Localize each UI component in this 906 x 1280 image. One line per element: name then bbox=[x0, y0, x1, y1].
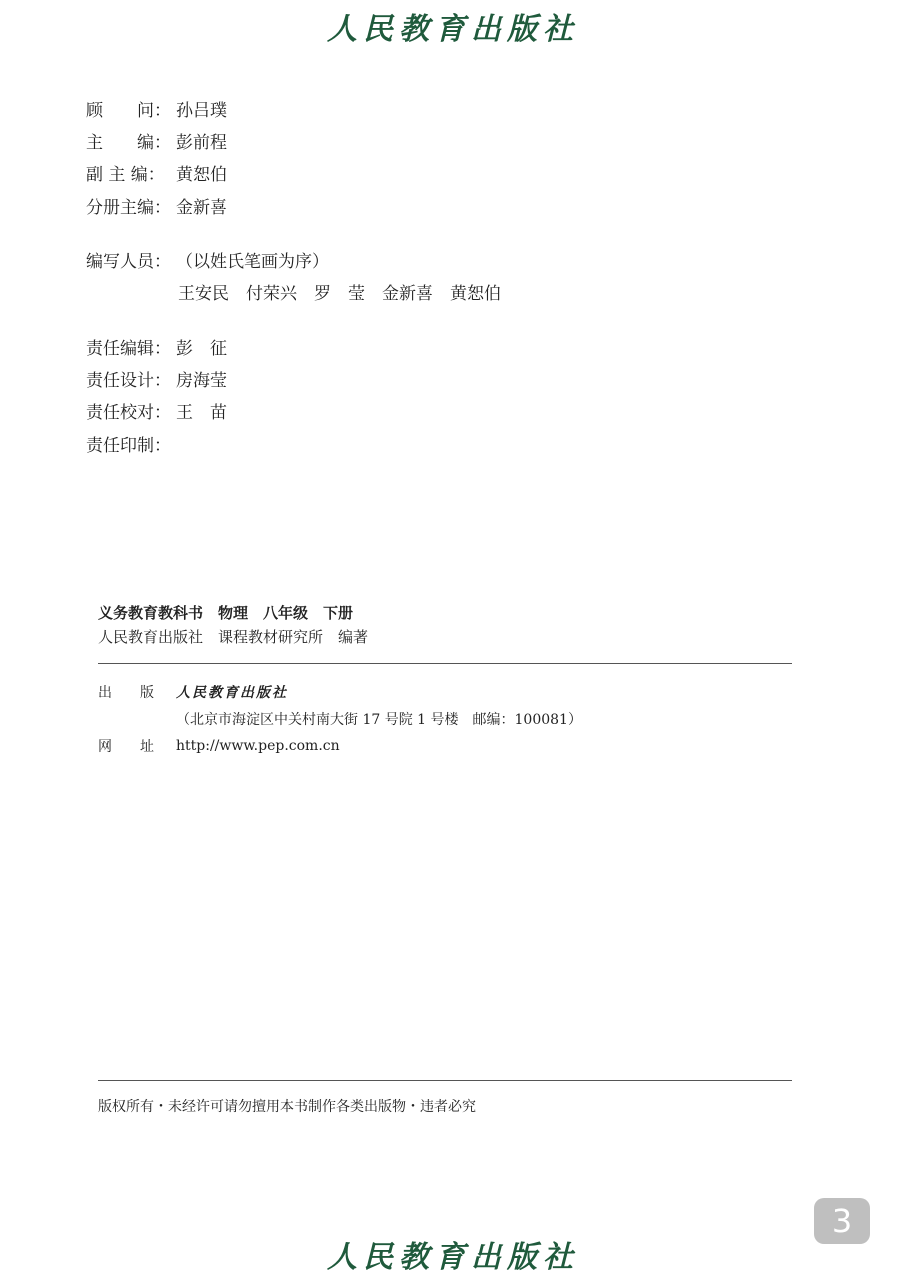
responsibility-role: 责任校对： bbox=[86, 403, 171, 424]
address-line bbox=[98, 705, 582, 732]
publisher-line bbox=[98, 678, 582, 705]
credit-name: 孙吕璞 bbox=[176, 100, 227, 121]
website-line bbox=[98, 732, 582, 759]
staff-role: 编写人员： bbox=[86, 252, 171, 273]
credits-block bbox=[86, 92, 501, 460]
responsibility-row bbox=[86, 362, 501, 394]
credit-name: 金新喜 bbox=[176, 197, 227, 218]
responsibility-role: 责任设计： bbox=[86, 371, 171, 392]
publisher-info bbox=[98, 678, 582, 759]
credit-row bbox=[86, 189, 501, 221]
responsibility-row bbox=[86, 330, 501, 362]
credit-name: 黄恕伯 bbox=[176, 165, 227, 186]
book-info bbox=[98, 602, 368, 650]
credit-role: 顾 问： bbox=[86, 100, 171, 121]
responsibility-row bbox=[86, 427, 501, 459]
credit-role: 副 主 编： bbox=[86, 165, 165, 186]
responsibility-role: 责任印制： bbox=[86, 435, 171, 456]
staff-header bbox=[86, 244, 501, 276]
staff-names: 王安民 付荣兴 罗 莹 金新喜 黄恕伯 bbox=[178, 284, 501, 305]
publisher-logo-top: 人民教育出版社 bbox=[327, 12, 579, 47]
staff-note: （以姓氏笔画为序） bbox=[176, 252, 329, 273]
credit-row bbox=[86, 157, 501, 189]
publisher-label: 出 版 bbox=[98, 684, 154, 701]
website-label: 网 址 bbox=[98, 738, 154, 755]
divider bbox=[98, 663, 792, 664]
credit-row bbox=[86, 92, 501, 124]
credit-role: 分册主编： bbox=[86, 197, 171, 218]
responsibility-role: 责任编辑： bbox=[86, 338, 171, 359]
book-editor: 人民教育出版社 课程教材研究所 编著 bbox=[98, 628, 369, 646]
credit-name: 彭前程 bbox=[176, 133, 227, 154]
publisher-name: 人民教育出版社 bbox=[176, 684, 288, 701]
publisher-logo-bottom: 人民教育出版社 bbox=[327, 1240, 579, 1275]
responsibility-name: 彭 征 bbox=[176, 338, 227, 359]
copyright-notice: 版权所有・未经许可请勿擅用本书制作各类出版物・违者必究 bbox=[98, 1099, 476, 1115]
website-link[interactable]: http://www.pep.com.cn bbox=[176, 737, 340, 754]
credit-row bbox=[86, 124, 501, 156]
responsibility-name: 王 苗 bbox=[176, 403, 227, 424]
responsibility-row bbox=[86, 395, 501, 427]
credit-role: 主 编： bbox=[86, 133, 171, 154]
page-number-badge: 3 bbox=[814, 1198, 870, 1244]
publisher-address: （北京市海淀区中关村南大街 17 号院 1 号楼 邮编：100081） bbox=[176, 711, 582, 728]
divider bbox=[98, 1080, 792, 1081]
responsibility-name: 房海莹 bbox=[176, 371, 227, 392]
book-title: 义务教育教科书 物理 八年级 下册 bbox=[98, 604, 354, 622]
